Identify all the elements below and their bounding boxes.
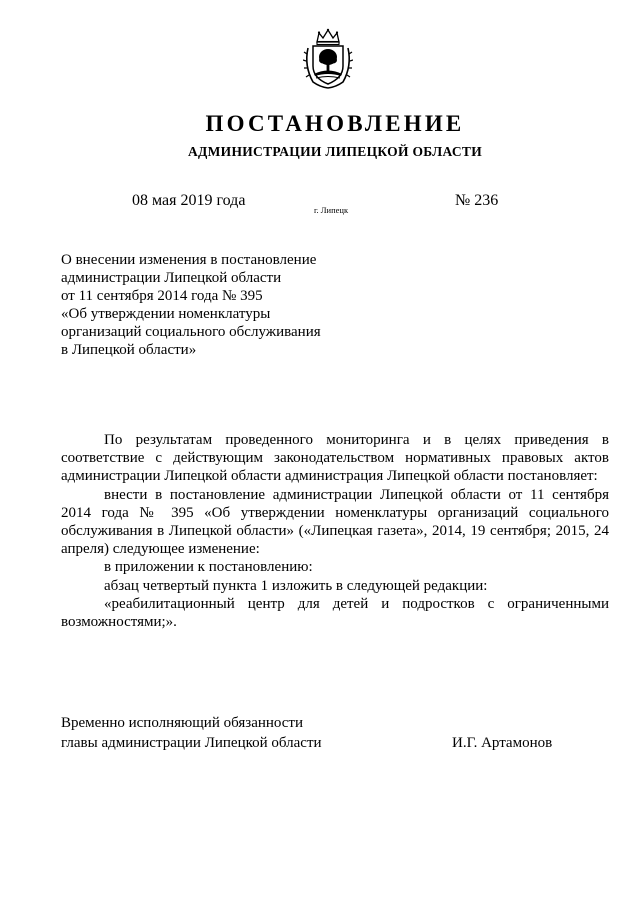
subject-line: организаций социального обслуживания	[61, 324, 321, 340]
document-body	[61, 431, 609, 631]
body-paragraph: абзац четвертый пункта 1 изложить в следующей редакции:	[104, 577, 488, 594]
signatory-position-line: главы администрации Липецкой области	[61, 735, 322, 751]
signature-block	[61, 713, 609, 753]
coat-of-arms-icon	[303, 28, 353, 90]
subject-line: администрации Липецкой области	[61, 270, 282, 286]
document-subject	[61, 251, 361, 359]
subject-line: в Липецкой области»	[61, 342, 197, 358]
body-paragraph: внести в постановление администрации Липецкой области от 11 сентября 2014 года № 395 «Об утверждении номенклатуры организаций социального обслуживания в Липецкой области» («Липецкая газета», 2014, 19 сентября; 2015, 24 апреля) следующее изменение:	[61, 486, 609, 558]
signatory-position-line: Временно исполняющий обязанности	[61, 715, 304, 731]
document-city: г. Липецк	[314, 205, 349, 215]
document-date: 08 мая 2019 года	[132, 192, 246, 209]
body-paragraph: По результатам проведенного мониторинга и в целях приведения в соответствие с действующим законодательством нормативных правовых актов администрации Липецкой области администрация Липецкой области постановляет:	[61, 432, 609, 485]
subject-line: О внесении изменения в постановление	[61, 252, 317, 268]
body-paragraph: в приложении к постановлению:	[104, 559, 313, 576]
subject-line: «Об утверждении номенклатуры	[61, 306, 271, 322]
body-paragraph: «реабилитационный центр для детей и подростков с ограниченными возможностями;».	[61, 595, 609, 631]
document-title: ПОСТАНОВЛЕНИЕ	[205, 111, 465, 136]
document-number: № 236	[455, 192, 499, 209]
document-subtitle: АДМИНИСТРАЦИИ ЛИПЕЦКОЙ ОБЛАСТИ	[187, 144, 483, 159]
signatory-name: И.Г. Артамонов	[452, 735, 553, 751]
subject-line: от 11 сентября 2014 года № 395	[61, 288, 263, 304]
